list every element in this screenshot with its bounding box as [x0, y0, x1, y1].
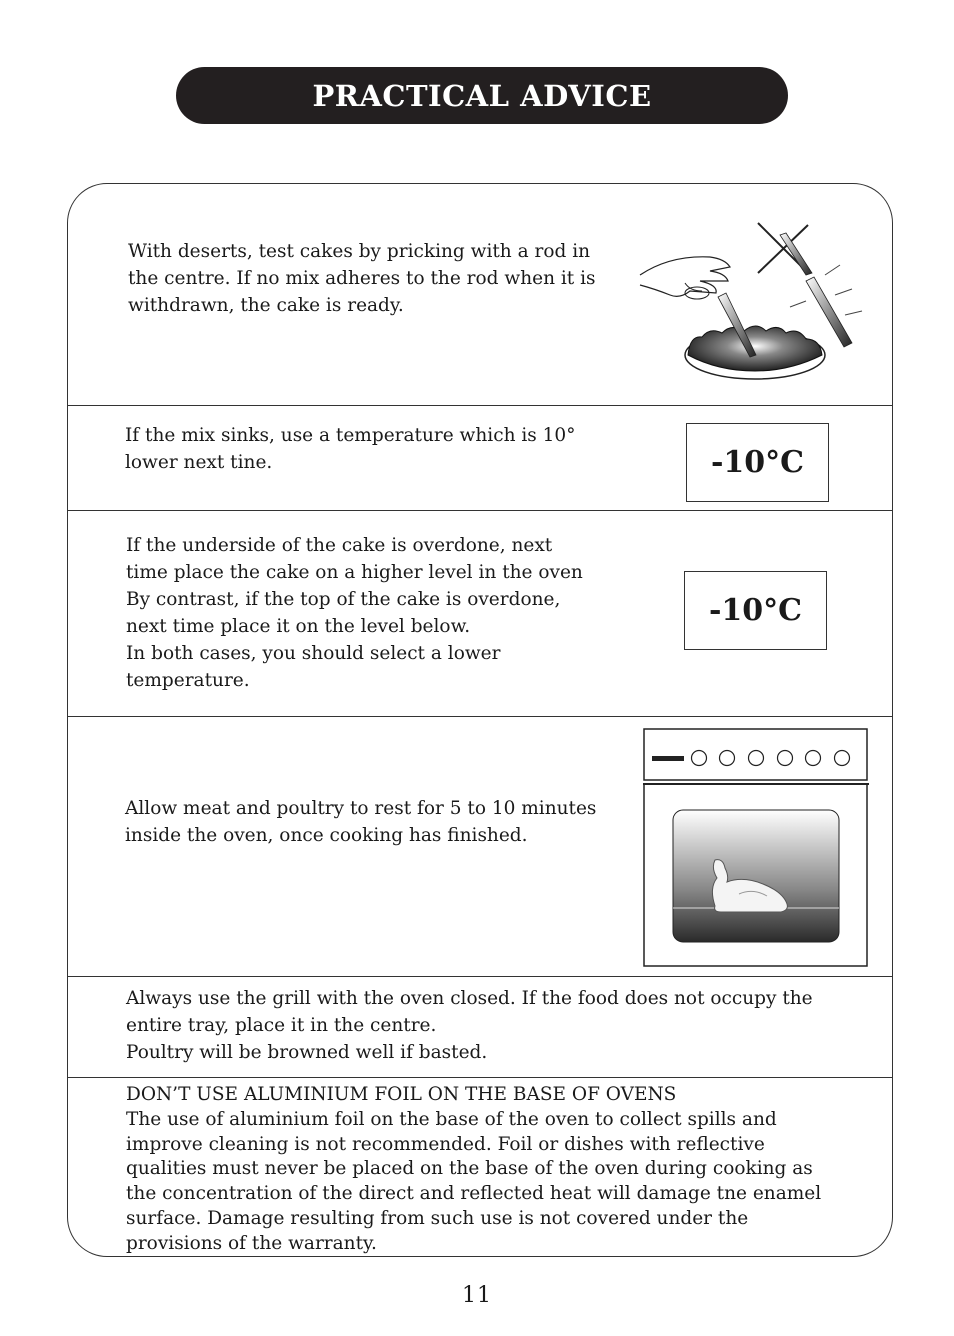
text-line: By contrast, if the top of the cake is overdone,: [126, 589, 561, 610]
meat-rest-text: Allow meat and poultry to rest for 5 to 10 minutes inside the oven, once cooking has finished.: [125, 798, 597, 846]
section-divider: [67, 510, 893, 511]
temperature-reduction-box: [686, 423, 829, 502]
text-line: Always use the grill with the oven closed. If the food does not occupy the: [126, 988, 813, 1009]
underside-text-block: [126, 532, 626, 694]
cake-test-text: With deserts, test cakes by pricking with a rod in the centre. If no mix adheres to the rod when it is withdrawn, the cake is ready.: [128, 241, 596, 316]
grill-text-block: [126, 985, 866, 1066]
text-line: In both cases, you should select a lower: [126, 643, 501, 664]
text-line: next time place it on the level below.: [126, 616, 471, 637]
section-divider: [67, 1077, 893, 1078]
text-line: improve cleaning is not recommended. Foil or dishes with reflective: [126, 1133, 765, 1155]
text-line: qualities must never be placed on the base of the oven during cooking as: [126, 1158, 813, 1180]
temperature-label: -10°C: [710, 445, 805, 480]
temperature-label: -10°C: [708, 593, 803, 628]
section-divider: [67, 405, 893, 406]
text-line: entire tray, place it in the centre.: [126, 1015, 437, 1036]
text-line: If the underside of the cake is overdone, next: [126, 535, 553, 556]
section-divider: [67, 976, 893, 977]
text-line: surface. Damage resulting from such use is not covered under the: [126, 1207, 749, 1229]
page-title-banner: [176, 67, 788, 124]
page-number: 11: [462, 1283, 492, 1308]
section-divider: [67, 716, 893, 717]
foil-warning-block: [126, 1083, 866, 1257]
cake-pricking-illustration-icon: [630, 215, 875, 390]
text-line: provisions of the warranty.: [126, 1232, 377, 1254]
text-line: the concentration of the direct and reflected heat will damage tne enamel: [126, 1183, 822, 1205]
text-line: time place the cake on a higher level in the oven: [126, 562, 583, 583]
mix-sinks-text: If the mix sinks, use a temperature which is 10° lower next tine.: [125, 425, 576, 473]
page-title: PRACTICAL ADVICE: [312, 78, 652, 113]
text-line: temperature.: [126, 670, 250, 691]
oven-with-poultry-illustration-icon: [643, 728, 869, 968]
text-line: Poultry will be browned well if basted.: [126, 1042, 488, 1063]
text-line: The use of aluminium foil on the base of the oven to collect spills and: [126, 1108, 777, 1130]
foil-warning-heading: DON’T USE ALUMINIUM FOIL ON THE BASE OF OVENS: [126, 1084, 677, 1105]
temperature-reduction-box: [684, 571, 827, 650]
